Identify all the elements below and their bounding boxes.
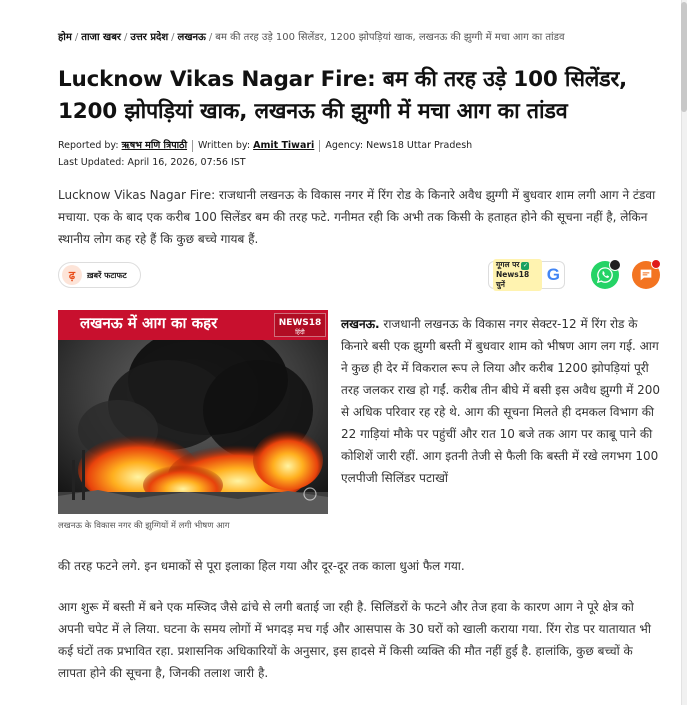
article-headline: Lucknow Vikas Nagar Fire: बम की तरह उड़े 100 सिलेंडर, 1200 झोपड़ियां खाक, लखनऊ की झुग्गी में मचा आग का तांडव <box>58 67 628 124</box>
article-summary: Lucknow Vikas Nagar Fire: राजधानी लखनऊ के विकास नगर में रिंग रोड के किनारे अवैध झुग्गी में बुधवार शाम लगी आग ने टंडवा मचाया. एक के बाद एक करीब 100 सिलेंडर बम की तरह फटे. गनीमत रही कि अभी तक किसी के हताहत होने की सूचना नहीं है, लेकिन स्थानीय लोग कह रहे हैं कि कुछ बच्चे गायब हैं. <box>58 188 656 246</box>
byline-divider <box>319 140 320 152</box>
article-body-continued: की तरह फटने लगे. इन धमाकों से पूरा इलाका हिल गया और दूर-दूर तक काला धुआं फैल गया. <box>58 559 465 573</box>
article-figure <box>58 310 328 531</box>
dateline: लखनऊ. <box>341 317 380 331</box>
fatafat-button[interactable] <box>58 262 141 288</box>
written-label: Written by: <box>198 140 251 151</box>
byline <box>58 138 472 152</box>
news18-logo <box>274 313 326 337</box>
google-pref-line1: गूगल पर <box>496 260 520 269</box>
article-body-wrap <box>341 313 662 489</box>
breadcrumb-home[interactable]: होम <box>58 32 72 43</box>
check-icon: ✓ <box>522 262 528 269</box>
fire-scene-image <box>58 310 328 514</box>
breadcrumb-separator: / <box>208 32 213 43</box>
fatafat-label: ख़बरें फटाफट <box>87 270 127 280</box>
comment-button[interactable] <box>632 261 660 289</box>
news18-logo-text: NEWS18 <box>278 318 322 328</box>
breadcrumb-separator: / <box>74 32 79 43</box>
last-updated: Last Updated: April 16, 2026, 07:56 IST <box>58 157 246 168</box>
hero-image[interactable] <box>58 310 328 514</box>
image-caption: लखनऊ के विकास नगर की झुग्गियों में लगी भीषण आग <box>58 521 230 531</box>
comment-icon <box>638 267 654 283</box>
breadcrumb <box>58 29 565 43</box>
share-icon <box>609 259 621 271</box>
breadcrumb-latest[interactable]: ताजा खबर <box>81 32 122 43</box>
scrollbar-thumb[interactable] <box>681 2 687 112</box>
whatsapp-share-button[interactable] <box>591 261 619 289</box>
breadcrumb-separator: / <box>124 32 128 43</box>
page-scrollbar[interactable] <box>681 0 687 705</box>
agency-label: Agency: <box>325 140 364 151</box>
google-icon: G <box>546 265 560 284</box>
agency-name: News18 Uttar Pradesh <box>366 140 473 151</box>
writer-link[interactable]: Amit Tiwari <box>253 140 315 151</box>
reporter-link[interactable]: ऋषभ मणि त्रिपाठी <box>121 140 188 151</box>
body-text-wrap: राजधानी लखनऊ के विकास नगर सेक्टर-12 में रिंग रोड के किनारे बसी एक झुग्गी बस्ती में बुधवार शाम को भीषण आग लग गई. आग ने कुछ ही देर में विकराल रूप ले लिया और करीब 1200 झोपड़ियां पूरी तरह जलकर राख हो गईं. करीब तीन बीघे में बसी इस अवैध झुग्गी में 200 से अधिक परिवार रह रहे थे. आग की सूचना मिलते ही दमकल विभाग की 22 गाड़ियां मौके पर पहुंचीं और रात 10 बजे तक आग पर काबू पाने की कोशिशें जारी रहीं. आग इतनी तेजी से फैली कि बस्ती में रखे लगभग 100 एलपीजी सिलिंडर पटाखों <box>341 317 661 485</box>
breadcrumb-current: बम की तरह उड़े 100 सिलेंडर, 1200 झोपड़ियां खाक, लखनऊ की झुग्गी में मचा आग का तांडव <box>215 32 565 43</box>
breadcrumb-separator: / <box>171 32 175 43</box>
google-pref-line2: News18 चुनें <box>496 270 530 289</box>
fatafat-icon: ढ़ <box>62 265 82 285</box>
reported-label: Reported by: <box>58 140 119 151</box>
byline-divider <box>192 140 193 152</box>
action-bar <box>58 260 662 290</box>
breadcrumb-lucknow[interactable]: लखनऊ <box>177 32 206 43</box>
notification-badge <box>651 259 661 269</box>
news18-logo-sub: हिंदी <box>295 329 305 336</box>
google-pref-text <box>493 259 542 291</box>
article-paragraph-2: आग शुरू में बस्ती में बने एक मस्जिद जैसे ढांचे से लगी बताई जा रही है. सिलिंडरों के फटने और तेज हवा के कारण आग ने पूरे क्षेत्र को अपनी चपेट में ले लिया. घटना के समय लोगों में भगदड़ मच गई और आसपास के 30 घरों को खाली कराया गया. रिंग रोड पर यातायात भी कई घंटों तक प्रभावित रहा. प्रशासनिक अधिकारियों के अनुसार, इस हादसे में किसी व्यक्ति की मौत नहीं हुई है. हालांकि, कुछ बच्चों के लापता होने की सूचना है, जिनकी तलाश जारी है. <box>58 600 651 680</box>
breadcrumb-uttar-pradesh[interactable]: उत्तर प्रदेश <box>130 32 169 43</box>
hero-banner-text: लखनऊ में आग का कहर <box>80 314 218 332</box>
google-preferred-source-button[interactable] <box>488 261 565 289</box>
